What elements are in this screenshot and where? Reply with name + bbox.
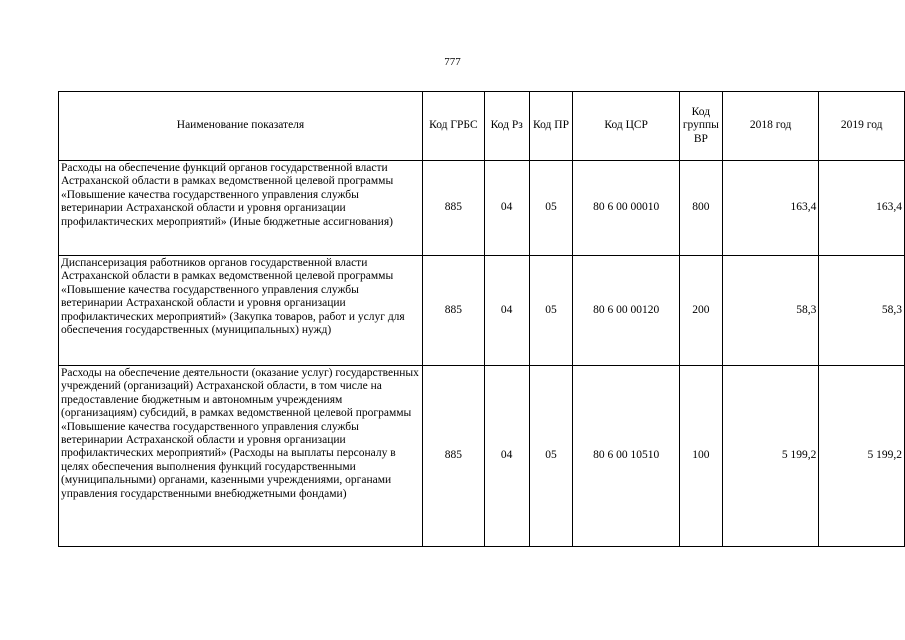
page-number: 777 xyxy=(444,56,461,68)
amount-2019-cell: 163,4 xyxy=(819,161,905,256)
header-rz-code: Код Рз xyxy=(484,92,529,161)
indicator-name-cell: Расходы на обеспечение функций органов государственной власти Астраханской области в рамках ведомственной целевой программы «Повышение качества государственного управления службы ветеринарии Астраханской области и уровня организации профилактических мероприятий» (Иные бюджетные ассигнования) xyxy=(59,161,423,256)
csr-code-cell: 80 6 00 10510 xyxy=(573,366,679,547)
grbs-code-cell: 885 xyxy=(423,366,485,547)
grbs-code-cell: 885 xyxy=(423,256,485,366)
amount-2019-cell: 58,3 xyxy=(819,256,905,366)
csr-code-cell: 80 6 00 00010 xyxy=(573,161,679,256)
rz-code-cell: 04 xyxy=(484,256,529,366)
vr-code-cell: 200 xyxy=(679,256,722,366)
amount-2019-cell: 5 199,2 xyxy=(819,366,905,547)
header-indicator-name: Наименование показателя xyxy=(59,92,423,161)
table-row xyxy=(59,161,905,256)
grbs-code-cell: 885 xyxy=(423,161,485,256)
pr-code-cell: 05 xyxy=(529,366,573,547)
amount-2018-cell: 5 199,2 xyxy=(722,366,819,547)
vr-code-cell: 100 xyxy=(679,366,722,547)
header-pr-code: Код ПР xyxy=(529,92,573,161)
pr-code-cell: 05 xyxy=(529,161,573,256)
indicator-name-cell: Диспансеризация работников органов государственной власти Астраханской области в рамках ведомственной целевой программы «Повышение качества государственного управления службы ветеринарии Астраханской области и уровня организации профилактических мероприятий» (Закупка товаров, работ и услуг для обеспечения государственных (муниципальных) нужд) xyxy=(59,256,423,366)
pr-code-cell: 05 xyxy=(529,256,573,366)
budget-table xyxy=(58,91,905,547)
amount-2018-cell: 58,3 xyxy=(722,256,819,366)
header-vr-group-code: Код группы ВР xyxy=(679,92,722,161)
header-csr-code: Код ЦСР xyxy=(573,92,679,161)
rz-code-cell: 04 xyxy=(484,366,529,547)
amount-2018-cell: 163,4 xyxy=(722,161,819,256)
header-grbs-code: Код ГРБС xyxy=(423,92,485,161)
vr-code-cell: 800 xyxy=(679,161,722,256)
table-row xyxy=(59,366,905,547)
rz-code-cell: 04 xyxy=(484,161,529,256)
table-header-row xyxy=(59,92,905,161)
indicator-name-cell: Расходы на обеспечение деятельности (оказание услуг) государственных учреждений (организаций) Астраханской области, в том числе на предоставление бюджетным и автономным учреждениям (организациям) субсидий, в рамках ведомственной целевой программы «Повышение качества государственного управления службы ветеринарии Астраханской области и уровня организации профилактических мероприятий» (Расходы на выплаты персоналу в целях обеспечения выполнения функций государственными (муниципальными) органами, казенными учреждениями, органами управления государственными внебюджетными фондами) xyxy=(59,366,423,547)
csr-code-cell: 80 6 00 00120 xyxy=(573,256,679,366)
header-year-2019: 2019 год xyxy=(819,92,905,161)
header-year-2018: 2018 год xyxy=(722,92,819,161)
table-row xyxy=(59,256,905,366)
